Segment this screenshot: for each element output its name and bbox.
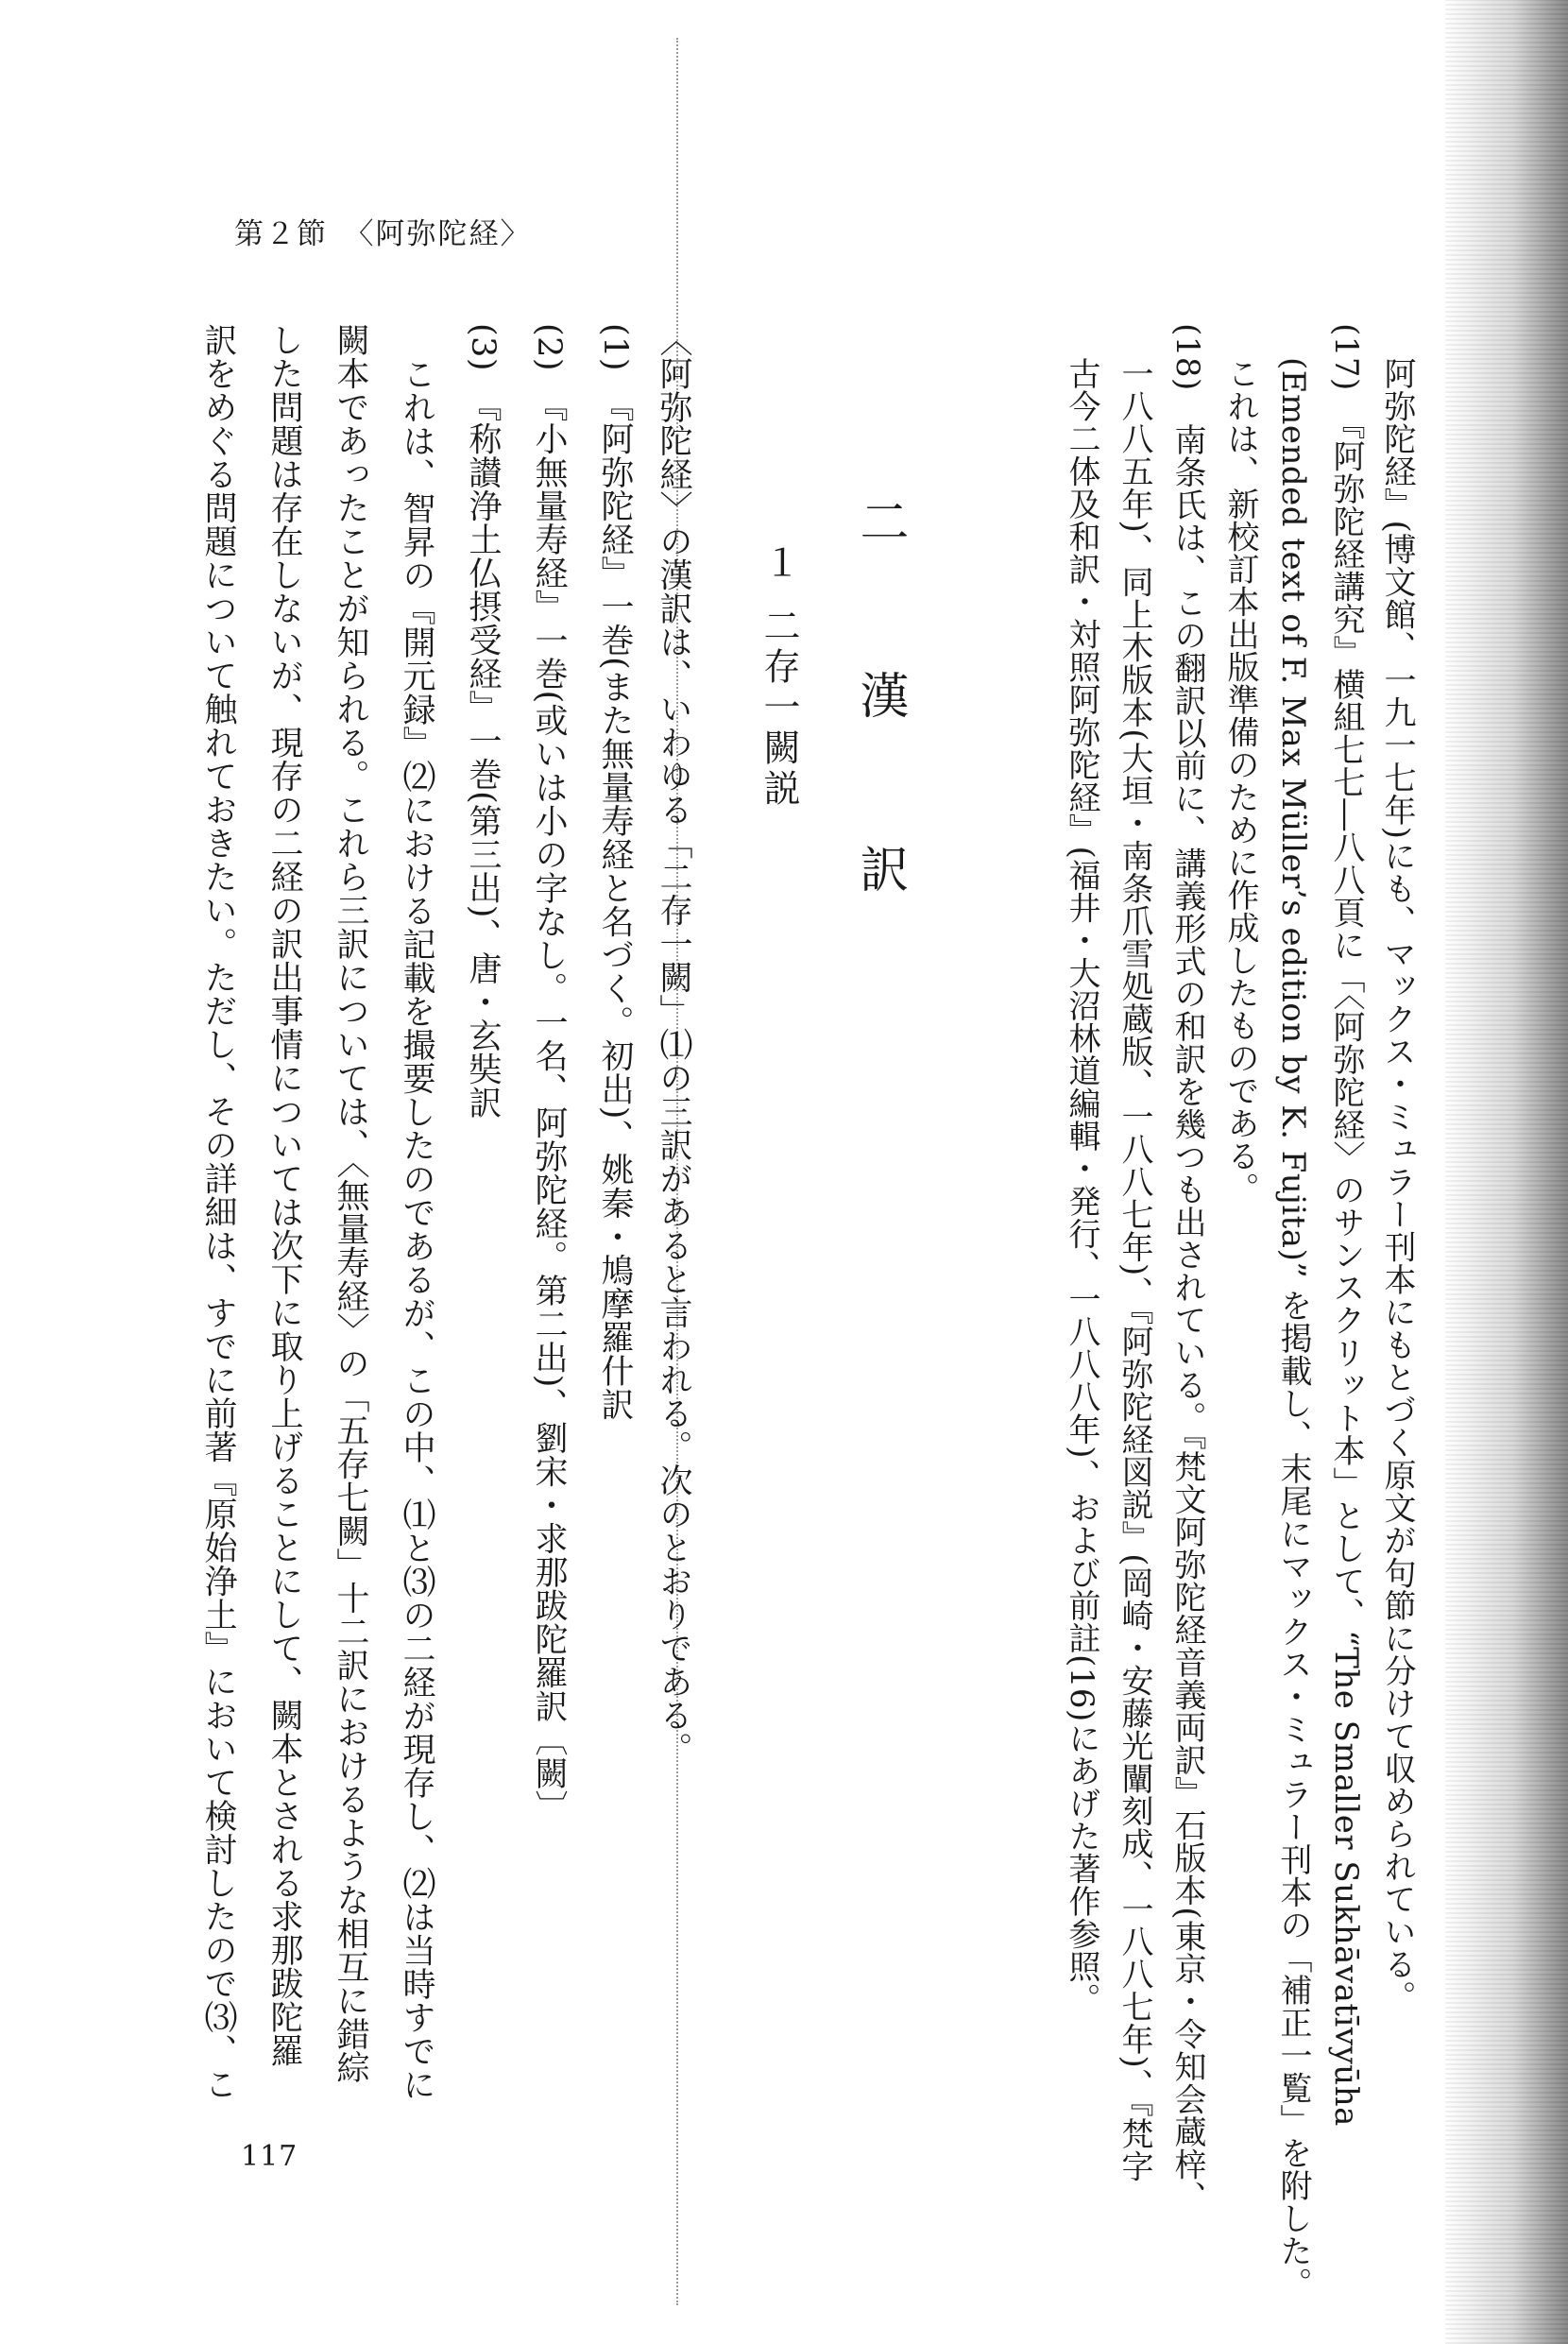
page-number: 117	[241, 2140, 298, 2173]
note-line-5: (18) 南条氏は、この翻訳以前に、講義形式の和訳を幾つも出されている。『梵文阿弥陀経音義両訳』石版本(東京・令知会蔵梓、	[1168, 323, 1206, 2214]
list-item-2: (2) 『小無量寿経』一巻(或いは小の字なし。一名、阿弥陀経。第二出)、劉宋・求那跋陀羅訳〔闕〕	[530, 323, 568, 1824]
note-line-2: (17) 『阿弥陀経講究』横組七七―八八頁に「〈阿弥陀経〉のサンスクリット本」として、“The Smaller Sukhāvatīvyūha	[1327, 323, 1365, 2127]
section-heading: 二 漢 訳	[851, 496, 908, 931]
note-line-4: これは、新校訂本出版準備のために作成したものである。	[1221, 357, 1259, 1205]
list-item-3: (3) 『称讃浄土仏摂受経』一巻(第三出)、唐・玄奘訳	[464, 323, 502, 1120]
paragraph-line-2: 闕本であったことが知られる。これら三訳については、〈無量寿経〉の「五存七闕」十二訳におけるような相互に錯綜	[332, 323, 369, 2084]
running-head: 第２節 〈阿弥陀経〉	[234, 217, 532, 251]
paragraph-line-1: これは、智昇の『開元録』⑵における記載を撮要したのであるが、この中、⑴と⑶の二経が現存し、⑵は当時すでに	[398, 357, 435, 2101]
subsection-title: 二存一闕説	[758, 607, 800, 810]
scan-edge-shadow	[1445, 0, 1568, 2344]
body-intro: 〈阿弥陀経〉の漢訳は、いわゆる「二存一闕」⑴の三訳があると言われる。次のとおりである。	[655, 323, 692, 1766]
note-line-7: 古今二体及和訳・対照阿弥陀経』(福井・大沼林道編輯・発行、一八八八年)、および前註(16)にあげた著作参照。	[1063, 357, 1100, 2016]
subsection-heading	[758, 543, 800, 810]
note-line-3: (Emended text of F. Max Müller’s edition by K. Fujita)” を掲載し、末尾にマックス・ミュラー刊本の「補正一覧」を附した。	[1274, 357, 1312, 2301]
paragraph-line-3: した問題は存在しないが、現存の二経の訳出事情については次下に取り上げることにして、闕本とされる求那跋陀羅	[265, 323, 303, 2067]
note-line-1: 阿弥陀経』(博文館、一九一七年)にも、マックス・ミュラー刊本にもとづく原文が句節に分けて収められている。	[1378, 357, 1416, 2013]
list-item-1: (1) 『阿弥陀経』一巻(また無量寿経と名づく。初出)、姚秦・鳩摩羅什訳	[596, 323, 634, 1422]
subsection-number: １	[758, 543, 800, 584]
paragraph-line-4: 訳をめぐる問題について触れておきたい。ただし、その詳細は、すでに前著『原始浄土』において検討したので⑶、こ	[199, 323, 237, 2101]
note-line-6: 一八八五年)、同上木版本(大垣・南条爪雪処蔵版、一八八七年)、『阿弥陀経図説』(岡崎・安藤光闡刻成、一八八七年)、『梵字	[1116, 357, 1153, 2183]
